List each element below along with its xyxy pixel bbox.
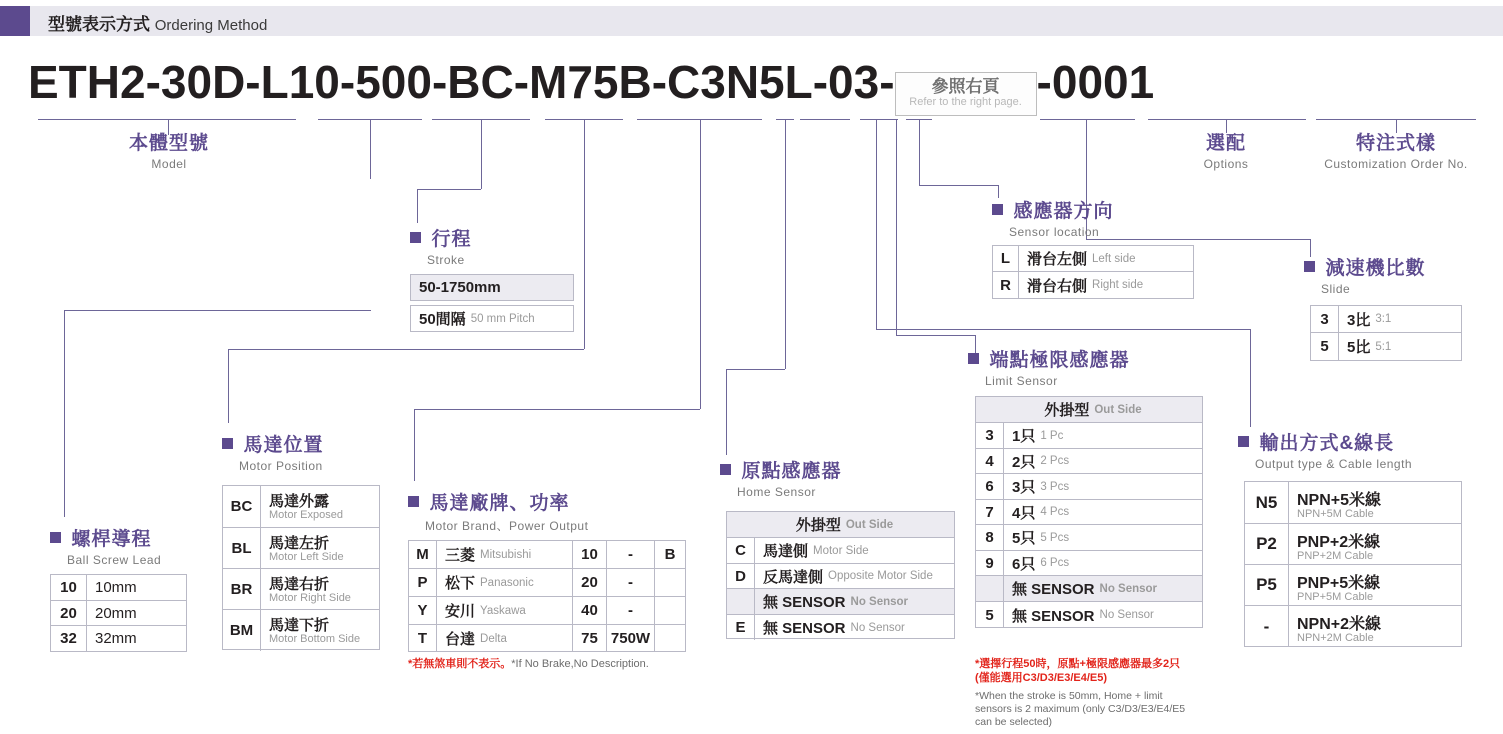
leader-mbrand-1 bbox=[700, 119, 701, 409]
output-cn-1: PNP+2米線 bbox=[1297, 534, 1381, 551]
leader-output-1 bbox=[876, 119, 877, 329]
table-row bbox=[976, 500, 1202, 525]
stroke-range-box bbox=[410, 274, 574, 301]
home-sensor-header-en: Out Side bbox=[845, 518, 894, 531]
motor-position-key-3: BM bbox=[223, 610, 261, 651]
bullet-square-icon bbox=[720, 464, 731, 475]
motor-brand-cn-1: 松下 bbox=[445, 575, 476, 592]
group-title-output-type bbox=[1238, 428, 1412, 471]
group-title-customization-en: Customization Order No. bbox=[1324, 157, 1468, 171]
motor-brand-cn-2: 安川 bbox=[445, 603, 476, 620]
leader-stroke-1 bbox=[481, 119, 482, 189]
home-sensor-key-0: C bbox=[727, 538, 755, 563]
leader-limit-1 bbox=[896, 119, 897, 335]
home-sensor-key-1: D bbox=[727, 564, 755, 588]
leader-mbrand-2 bbox=[414, 409, 700, 410]
home-sensor-table bbox=[726, 511, 955, 639]
limit-sensor-key-4: 8 bbox=[976, 525, 1004, 550]
table-row bbox=[727, 564, 954, 589]
gear-ratio-en-1: 5:1 bbox=[1375, 340, 1392, 353]
bullet-square-icon bbox=[1304, 261, 1315, 272]
leader-mpos-2 bbox=[228, 349, 584, 350]
gear-ratio-en-0: 3:1 bbox=[1375, 313, 1392, 325]
refer-box-cn: 參照右頁 bbox=[931, 76, 1000, 96]
leader-limit-3 bbox=[896, 335, 975, 336]
limit-sensor-key-0: 3 bbox=[976, 423, 1004, 448]
output-key-2: P5 bbox=[1245, 565, 1289, 605]
bullet-square-icon bbox=[50, 532, 61, 543]
motor-brand-power-1: 20 bbox=[573, 569, 607, 596]
table-row bbox=[727, 538, 954, 564]
motor-brand-en-0: Mitsubishi bbox=[480, 548, 532, 561]
bullet-square-icon bbox=[408, 496, 419, 507]
group-title-motor-brand-en: Motor Brand、Power Output bbox=[425, 519, 589, 533]
table-row bbox=[223, 528, 379, 569]
home-sensor-cn-0: 馬達側 bbox=[763, 543, 809, 560]
bullet-square-icon bbox=[992, 204, 1003, 215]
motor-brand-table bbox=[408, 540, 686, 652]
limit-sensor-key-1: 4 bbox=[976, 449, 1004, 473]
ball-screw-key-2: 32 bbox=[51, 626, 87, 651]
motor-position-en-3: Motor Bottom Side bbox=[269, 633, 361, 645]
table-row bbox=[409, 625, 685, 652]
group-title-gear-ratio bbox=[1304, 253, 1425, 296]
limit-sensor-key-6 bbox=[976, 576, 1004, 601]
sensor-location-cn-0: 滑台左側 bbox=[1027, 251, 1088, 268]
stroke-range-value: 50-1750mm bbox=[419, 279, 501, 296]
group-title-options-en: Options bbox=[1203, 157, 1249, 171]
page-header bbox=[0, 6, 1503, 36]
limit-sensor-key-3: 7 bbox=[976, 500, 1004, 524]
group-title-home-sensor-en: Home Sensor bbox=[737, 485, 816, 499]
limit-sensor-header-cn: 外掛型 bbox=[1044, 402, 1090, 419]
ordering-code-part2: -0001 bbox=[1036, 56, 1155, 108]
home-sensor-cn-3: 無 SENSOR bbox=[763, 620, 846, 637]
motor-brand-key-0: M bbox=[409, 541, 437, 568]
motor-position-en-2: Motor Right Side bbox=[269, 592, 351, 604]
output-en-0: NPN+5M Cable bbox=[1297, 508, 1374, 520]
sensor-location-table bbox=[992, 245, 1194, 299]
leader-home-3 bbox=[726, 369, 727, 455]
group-title-stroke bbox=[410, 224, 471, 267]
page-title-cn: 型號表示方式 bbox=[48, 15, 150, 34]
group-title-stroke-cn: 行程 bbox=[431, 229, 472, 250]
refer-right-page-box[interactable] bbox=[895, 72, 1037, 116]
motor-brand-brake-3 bbox=[655, 625, 685, 652]
limit-sensor-key-2: 6 bbox=[976, 474, 1004, 499]
group-title-motor-position-cn: 馬達位置 bbox=[243, 435, 324, 456]
motor-position-key-0: BC bbox=[223, 486, 261, 527]
leader-stroke-2 bbox=[417, 189, 481, 190]
bullet-square-icon bbox=[1238, 436, 1249, 447]
sensor-location-key-0: L bbox=[993, 246, 1019, 271]
leader-home-2 bbox=[726, 369, 785, 370]
limit-sensor-header-en: Out Side bbox=[1094, 403, 1142, 416]
home-sensor-en-3: No Sensor bbox=[850, 621, 905, 634]
group-title-limit-sensor-cn: 端點極限感應器 bbox=[989, 350, 1130, 371]
group-title-options-cn: 選配 bbox=[1205, 133, 1246, 154]
gear-ratio-cn-0: 3比 bbox=[1347, 311, 1371, 329]
sensor-location-en-1: Right side bbox=[1092, 279, 1144, 291]
leader-output-2 bbox=[876, 329, 1250, 330]
group-title-stroke-en: Stroke bbox=[427, 253, 465, 267]
sep-output bbox=[860, 119, 898, 120]
stroke-pitch-en: 50 mm Pitch bbox=[470, 312, 535, 325]
leader-stroke-3 bbox=[417, 189, 418, 223]
group-title-model-cn: 本體型號 bbox=[128, 133, 209, 154]
ordering-code-part1: ETH2-30D-L10-500-BC-M75B-C3N5L-03- bbox=[28, 56, 895, 108]
table-row bbox=[1245, 524, 1461, 565]
home-sensor-key-3: E bbox=[727, 615, 755, 640]
sensor-location-en-0: Left side bbox=[1092, 252, 1136, 265]
limit-sensor-cn-6: 無 SENSOR bbox=[1012, 581, 1095, 598]
motor-brand-power2-1: - bbox=[607, 569, 655, 596]
motor-brand-brake-2 bbox=[655, 597, 685, 624]
motor-position-key-1: BL bbox=[223, 528, 261, 568]
limit-sensor-en-6: No Sensor bbox=[1099, 582, 1158, 595]
ball-screw-value-1: 20mm bbox=[95, 604, 137, 622]
home-sensor-key-2 bbox=[727, 589, 755, 614]
motor-position-en-1: Motor Left Side bbox=[269, 551, 344, 563]
table-row bbox=[409, 569, 685, 597]
table-row bbox=[1245, 606, 1461, 647]
group-title-sensor-location bbox=[992, 196, 1113, 239]
motor-brand-cn-3: 台達 bbox=[445, 631, 476, 648]
page-title-en: Ordering Method bbox=[154, 17, 268, 34]
ball-screw-table bbox=[50, 574, 187, 652]
table-row bbox=[409, 541, 685, 569]
table-row bbox=[727, 589, 954, 615]
leader-home-1 bbox=[785, 119, 786, 369]
home-sensor-cn-1: 反馬達側 bbox=[763, 568, 824, 586]
motor-position-cn-3: 馬達下折 bbox=[269, 617, 330, 634]
bullet-square-icon bbox=[410, 232, 421, 243]
table-row bbox=[976, 474, 1202, 500]
motor-brand-brake-0: B bbox=[664, 546, 676, 563]
motor-brand-power-2: 40 bbox=[573, 597, 607, 624]
table-row bbox=[976, 551, 1202, 576]
group-title-motor-position-en: Motor Position bbox=[239, 459, 323, 473]
page-title bbox=[48, 10, 267, 35]
home-sensor-en-0: Motor Side bbox=[813, 544, 869, 557]
table-row bbox=[976, 449, 1202, 474]
motor-brand-power-0: 10 bbox=[573, 541, 607, 568]
table-row bbox=[223, 569, 379, 610]
group-title-gear-ratio-en: Slide bbox=[1321, 282, 1351, 296]
table-row bbox=[976, 576, 1202, 602]
stroke-pitch-cn: 50間隔 bbox=[419, 311, 466, 328]
home-sensor-cn-2: 無 SENSOR bbox=[763, 594, 846, 611]
group-title-model bbox=[104, 128, 234, 171]
home-sensor-en-1: Opposite Motor Side bbox=[828, 570, 933, 582]
group-title-gear-ratio-cn: 減速機比數 bbox=[1325, 258, 1426, 279]
group-title-ball-screw bbox=[50, 524, 161, 567]
motor-position-cn-2: 馬達右折 bbox=[269, 576, 330, 593]
group-title-motor-position bbox=[222, 430, 323, 473]
limit-sensor-cn-1: 2只 bbox=[1012, 453, 1036, 471]
table-row bbox=[51, 626, 186, 651]
group-title-home-sensor-cn: 原點感應器 bbox=[741, 461, 842, 482]
motor-brand-key-3: T bbox=[409, 625, 437, 652]
gear-ratio-key-1: 5 bbox=[1311, 333, 1339, 360]
ordering-code-line bbox=[28, 52, 1488, 112]
bullet-square-icon bbox=[968, 353, 979, 364]
group-title-limit-sensor bbox=[968, 345, 1129, 388]
limit-sensor-cn-2: 3只 bbox=[1012, 479, 1036, 496]
ball-screw-value-0: 10mm bbox=[95, 579, 137, 596]
group-title-motor-brand-cn: 馬達廠牌、功率 bbox=[429, 493, 570, 514]
header-accent-block bbox=[0, 6, 30, 36]
table-row bbox=[1245, 482, 1461, 524]
stroke-pitch-box bbox=[410, 305, 574, 332]
bullet-square-icon bbox=[222, 438, 233, 449]
table-row bbox=[51, 601, 186, 626]
output-en-2: PNP+5M Cable bbox=[1297, 591, 1374, 603]
output-cn-0: NPN+5米線 bbox=[1297, 492, 1382, 509]
limit-sensor-en-0: 1 Pc bbox=[1040, 429, 1064, 442]
output-key-1: P2 bbox=[1245, 524, 1289, 564]
group-title-limit-sensor-en: Limit Sensor bbox=[985, 374, 1058, 388]
limit-sensor-cn-4: 5只 bbox=[1012, 530, 1036, 547]
limit-sensor-cn-7: 無 SENSOR bbox=[1012, 607, 1095, 625]
table-row bbox=[1311, 333, 1461, 360]
limit-sensor-key-5: 9 bbox=[976, 551, 1004, 575]
limit-sensor-en-3: 4 Pcs bbox=[1040, 506, 1070, 518]
motor-position-en-0: Motor Exposed bbox=[269, 509, 343, 521]
motor-brand-cn-0: 三菱 bbox=[445, 547, 476, 564]
limit-sensor-en-4: 5 Pcs bbox=[1040, 531, 1070, 544]
table-row bbox=[51, 575, 186, 601]
group-title-customization-cn: 特注式樣 bbox=[1355, 133, 1436, 154]
ball-screw-key-1: 20 bbox=[51, 601, 87, 625]
leader-lead-1 bbox=[370, 119, 371, 179]
limit-sensor-cn-0: 1只 bbox=[1012, 428, 1036, 445]
group-title-ball-screw-en: Ball Screw Lead bbox=[67, 553, 162, 567]
gear-ratio-cn-1: 5比 bbox=[1347, 339, 1371, 356]
table-row bbox=[1311, 306, 1461, 333]
output-key-3: - bbox=[1245, 606, 1289, 647]
gear-ratio-table bbox=[1310, 305, 1462, 361]
motor-brand-en-2: Yaskawa bbox=[480, 604, 526, 617]
limit-sensor-en-7: No Sensor bbox=[1099, 609, 1154, 621]
motor-position-key-2: BR bbox=[223, 569, 261, 609]
limit-sensor-cn-5: 6只 bbox=[1012, 555, 1036, 573]
sep-ratio bbox=[1040, 119, 1135, 120]
group-title-options bbox=[1166, 128, 1286, 171]
limit-sensor-header bbox=[976, 397, 1202, 423]
motor-brand-en-3: Delta bbox=[480, 632, 507, 645]
motor-brand-power2-2: - bbox=[607, 597, 655, 624]
limit-sensor-table bbox=[975, 396, 1203, 628]
home-sensor-header bbox=[727, 512, 954, 538]
motor-brand-key-2: Y bbox=[409, 597, 437, 624]
limit-sensor-en-1: 2 Pcs bbox=[1040, 455, 1070, 467]
refer-box-en: Refer to the right page. bbox=[909, 95, 1022, 108]
leader-mpos-3 bbox=[228, 349, 229, 423]
leader-ratio-2 bbox=[1086, 239, 1310, 240]
motor-brand-note bbox=[408, 657, 708, 671]
ball-screw-value-2: 32mm bbox=[95, 630, 137, 647]
limit-sensor-note-gray: *When the stroke is 50mm, Home + limit sensors is 2 maximum (only C3/D3/E3/E4/E5 can be selected) bbox=[975, 690, 1186, 728]
output-cn-3: NPN+2米線 bbox=[1297, 616, 1382, 633]
limit-sensor-key-7: 5 bbox=[976, 602, 1004, 628]
sensor-location-cn-1: 滑台右側 bbox=[1027, 277, 1088, 295]
sep-model bbox=[38, 119, 296, 120]
table-row bbox=[976, 525, 1202, 551]
group-title-output-type-en: Output type & Cable length bbox=[1255, 457, 1413, 471]
limit-sensor-cn-3: 4只 bbox=[1012, 504, 1036, 522]
output-cn-2: PNP+5米線 bbox=[1297, 575, 1381, 592]
motor-brand-note-gray: *If No Brake,No Description. bbox=[511, 658, 649, 670]
table-row bbox=[223, 610, 379, 651]
sep-limit bbox=[800, 119, 850, 120]
motor-brand-note-red: *若無煞車則不表示。 bbox=[408, 658, 512, 670]
motor-brand-en-1: Panasonic bbox=[480, 576, 534, 589]
leader-output-3 bbox=[1250, 329, 1251, 427]
leader-mbrand-3 bbox=[414, 409, 415, 481]
motor-brand-power2-0: - bbox=[607, 541, 655, 568]
sep-options bbox=[1148, 119, 1306, 120]
output-en-3: NPN+2M Cable bbox=[1297, 632, 1374, 644]
motor-position-cn-1: 馬達左折 bbox=[269, 535, 330, 552]
sensor-location-key-1: R bbox=[993, 272, 1019, 298]
output-type-table bbox=[1244, 481, 1462, 647]
group-title-motor-brand bbox=[408, 488, 588, 534]
home-sensor-header-cn: 外掛型 bbox=[795, 517, 841, 534]
leader-lead-2 bbox=[64, 310, 371, 311]
table-row bbox=[1245, 565, 1461, 606]
group-title-ball-screw-cn: 螺桿導程 bbox=[71, 529, 152, 550]
motor-position-table bbox=[222, 485, 380, 650]
leader-mpos-1 bbox=[584, 119, 585, 349]
table-row bbox=[993, 272, 1193, 298]
limit-sensor-en-2: 3 Pcs bbox=[1040, 480, 1070, 493]
table-row bbox=[223, 486, 379, 528]
table-row bbox=[993, 246, 1193, 272]
output-en-1: PNP+2M Cable bbox=[1297, 550, 1374, 562]
group-title-home-sensor bbox=[720, 456, 841, 499]
group-title-output-type-cn: 輸出方式&線長 bbox=[1259, 433, 1395, 454]
gear-ratio-key-0: 3 bbox=[1311, 306, 1339, 332]
motor-brand-power2-3: 750W bbox=[607, 625, 655, 652]
table-row bbox=[976, 423, 1202, 449]
group-title-customization bbox=[1306, 128, 1486, 171]
group-title-sensor-location-cn: 感應器方向 bbox=[1013, 201, 1114, 222]
group-title-sensor-location-en: Sensor location bbox=[1009, 225, 1100, 239]
ball-screw-key-0: 10 bbox=[51, 575, 87, 600]
motor-brand-brake-1 bbox=[655, 569, 685, 596]
leader-sloc-2 bbox=[919, 185, 998, 186]
output-key-0: N5 bbox=[1245, 482, 1289, 523]
group-title-model-en: Model bbox=[151, 157, 187, 171]
motor-position-cn-0: 馬達外露 bbox=[269, 493, 330, 510]
table-row bbox=[409, 597, 685, 625]
leader-sloc-1 bbox=[919, 119, 920, 185]
motor-brand-power-3: 75 bbox=[573, 625, 607, 652]
motor-brand-key-1: P bbox=[409, 569, 437, 596]
table-row bbox=[976, 602, 1202, 628]
home-sensor-en-2: No Sensor bbox=[850, 595, 909, 608]
limit-sensor-en-5: 6 Pcs bbox=[1040, 557, 1070, 569]
leader-lead-3 bbox=[64, 310, 65, 517]
limit-sensor-note-red: *選擇行程50時，原點+極限感應器最多2只 (僅能選用C3/D3/E3/E4/E5) bbox=[975, 658, 1181, 684]
table-row bbox=[727, 615, 954, 640]
